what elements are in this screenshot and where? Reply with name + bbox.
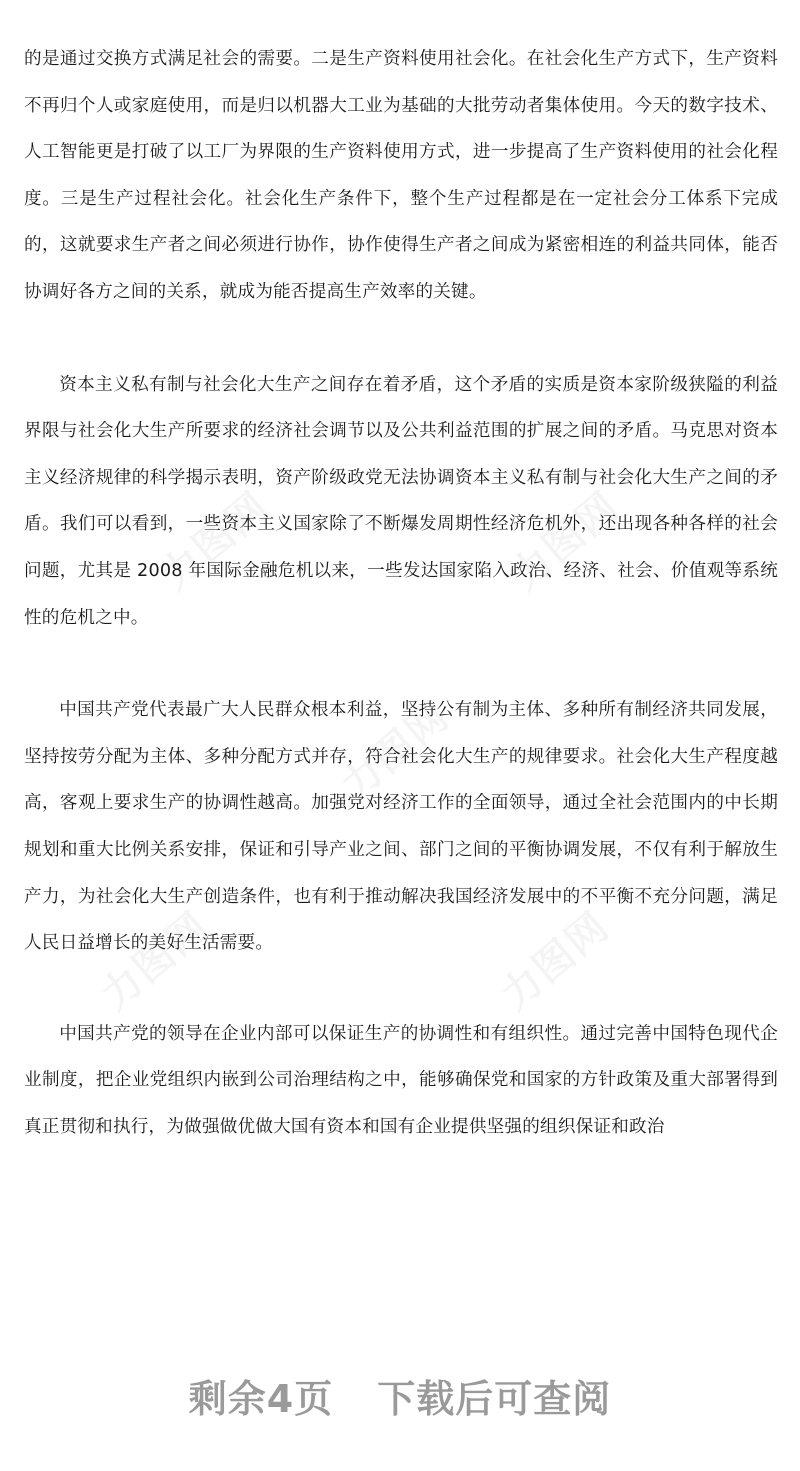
paragraph-4: 中国共产党的领导在企业内部可以保证生产的协调性和有组织性。通过完善中国特色现代企业制度，把企业党组织内嵌到公司治理结构之中，能够确保党和国家的方针政策及重大部署得到真正贯彻和执行，为做强做优做大国有资本和国有企业提供坚强的组织保证和政治 — [24, 1023, 778, 1137]
download-prompt-label: 下载后可查阅 — [377, 1377, 612, 1421]
paragraph-gap — [24, 641, 778, 687]
remaining-pages-label: 剩余4页 — [188, 1377, 334, 1421]
paragraph-3: 中国共产党代表最广大人民群众根本利益，坚持公有制为主体、多种所有制经济共同发展，坚持按劳分配为主体、多种分配方式并存，符合社会化大生产的规律要求。社会化大生产程度越高，客观上要求生产的协调性越高。加强党对经济工作的全面领导，通过全社会范围内的中长期规划和重大比例关系安排，保证和引导产业之间、部门之间的平衡协调发展，不仅有利于解放生产力，为社会化大生产创造条件，也有利于推动解决我国经济发展中的不平衡不充分问题，满足人民日益增长的美好生活需要。 — [24, 700, 778, 954]
document-body — [24, 36, 778, 1150]
paragraph-1: 的是通过交换方式满足社会的需要。二是生产资料使用社会化。在社会化生产方式下，生产资料不再归个人或家庭使用，而是归以机器大工业为基础的大批劳动者集体使用。今天的数字技术、人工智能更是打破了以工厂为界限的生产资料使用方式，进一步提高了生产资料使用的社会化程度。三是生产过程社会化。社会化生产条件下，整个生产过程都是在一定社会分工体系下完成的，这就要求生产者之间必须进行协作，协作使得生产者之间成为紧密相连的利益共同体，能否协调好各方之间的关系，就成为能否提高生产效率的关键。 — [24, 49, 778, 302]
paragraph-gap — [24, 967, 778, 1011]
download-banner[interactable] — [0, 1368, 800, 1423]
paragraph-gap — [24, 316, 778, 362]
paragraph-2: 资本主义私有制与社会化大生产之间存在着矛盾，这个矛盾的实质是资本家阶级狭隘的利益界限与社会化大生产所要求的经济社会调节以及公共利益范围的扩展之间的矛盾。马克思对资本主义经济规律的科学揭示表明，资产阶级政党无法协调资本主义私有制与社会化大生产之间的矛盾。我们可以看到，一些资本主义国家除了不断爆发周期性经济危机外，还出现各种各样的社会问题，尤其是 2008 年国际金融危机以来，一些发达国家陷入政治、经济、社会、价值观等系统性的危机之中。 — [24, 374, 778, 628]
